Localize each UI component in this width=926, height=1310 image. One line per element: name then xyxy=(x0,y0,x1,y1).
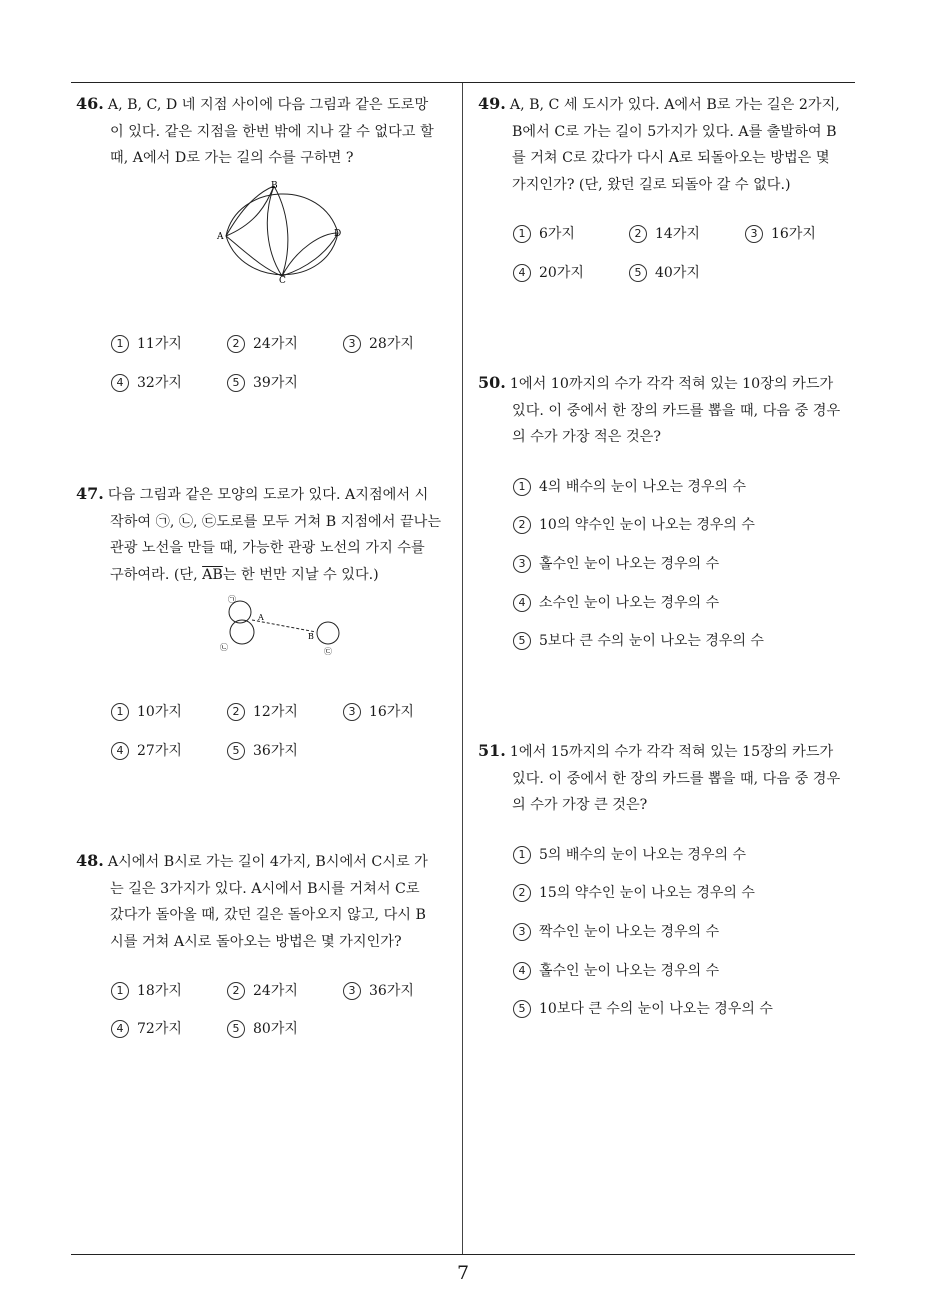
choice-2[interactable]: 2 15의 약수인 눈이 나오는 경우의 수 xyxy=(513,882,755,902)
choice-4[interactable]: 4 72가지 xyxy=(111,1018,182,1038)
question-46: 46. A, B, C, D 네 지점 사이에 다음 그림과 같은 도로망 이 있다. 같은 지점을 한번 밖에 지나 갈 수 없다고 할 때, A에서 D로 가는 길의 수를 구하면 ? xyxy=(76,94,434,166)
road-2-label: ㉡ xyxy=(220,643,228,652)
footer-rule xyxy=(71,1254,855,1255)
choice-5[interactable]: 5 40가지 xyxy=(629,262,700,282)
choice-1[interactable]: 1 18가지 xyxy=(111,980,182,1000)
question-number: 46. xyxy=(76,94,104,113)
segment-ab: $\overline{AB}$ xyxy=(202,566,223,583)
choice-4[interactable]: 4 27가지 xyxy=(111,740,182,760)
choices-50 xyxy=(513,476,853,656)
question-number: 50. xyxy=(478,373,506,392)
choice-1[interactable]: 1 10가지 xyxy=(111,701,182,721)
choice-5[interactable]: 5 10보다 큰 수의 눈이 나오는 경우의 수 xyxy=(513,998,773,1018)
header-rule xyxy=(71,82,855,83)
choice-4[interactable]: 4 20가지 xyxy=(513,262,584,282)
choice-4[interactable]: 4 32가지 xyxy=(111,372,182,392)
question-number: 51. xyxy=(478,741,506,760)
choice-2[interactable]: 2 24가지 xyxy=(227,333,298,353)
choice-1[interactable]: 1 5의 배수의 눈이 나오는 경우의 수 xyxy=(513,844,746,864)
road-network-figure-46 xyxy=(212,178,350,286)
question-number: 47. xyxy=(76,484,104,503)
choice-5[interactable]: 5 36가지 xyxy=(227,740,298,760)
question-50: 50. 1에서 10까지의 수가 각각 적혀 있는 10장의 카드가 있다. 이 중에서 한 장의 카드를 뽑을 때, 다음 중 경우 의 수가 가장 적은 것은? xyxy=(478,373,841,445)
page-number: 7 xyxy=(456,1262,470,1284)
choice-1[interactable]: 1 11가지 xyxy=(111,333,182,353)
road-3-label: ㉢ xyxy=(324,647,332,656)
choice-4[interactable]: 4 소수인 눈이 나오는 경우의 수 xyxy=(513,592,719,612)
choice-3[interactable]: 3 16가지 xyxy=(745,223,816,243)
point-b-label: B xyxy=(308,632,314,641)
choice-3[interactable]: 3 36가지 xyxy=(343,980,414,1000)
question-51: 51. 1에서 15까지의 수가 각각 적혀 있는 15장의 카드가 있다. 이 중에서 한 장의 카드를 뽑을 때, 다음 중 경우 의 수가 가장 큰 것은? xyxy=(478,741,841,813)
question-49: 49. A, B, C 세 도시가 있다. A에서 B로 가는 길은 2가지, B에서 C로 가는 길이 5가지가 있다. A를 출발하여 B 를 거쳐 C로 갔다가 다시 A로 되돌아오는 방법은 몇 가지인가? (단, 왔던 길로 되돌아 갈 수 없다.) xyxy=(478,94,840,193)
question-48: 48. A시에서 B시로 가는 길이 4가지, B시에서 C시로 가 는 길은 3가지가 있다. A시에서 B시를 거쳐서 C로 갔다가 돌아올 때, 갔던 길은 돌아오지 않고, 다시 B 시를 거쳐 A시로 돌아오는 방법은 몇 가지인가? xyxy=(76,851,428,950)
choice-1[interactable]: 1 4의 배수의 눈이 나오는 경우의 수 xyxy=(513,476,746,496)
choice-2[interactable]: 2 14가지 xyxy=(629,223,700,243)
road-a-d-upper xyxy=(226,194,338,236)
choices-48 xyxy=(111,980,451,1040)
road-figure-47 xyxy=(218,592,344,658)
choice-3[interactable]: 3 짝수인 눈이 나오는 경우의 수 xyxy=(513,921,719,941)
point-a-label: A xyxy=(217,232,224,242)
question-number: 49. xyxy=(478,94,506,113)
question-number: 48. xyxy=(76,851,104,870)
choice-5[interactable]: 5 5보다 큰 수의 눈이 나오는 경우의 수 xyxy=(513,630,764,650)
choice-5[interactable]: 5 80가지 xyxy=(227,1018,298,1038)
point-c-label: C xyxy=(279,276,286,286)
choice-3[interactable]: 3 16가지 xyxy=(343,701,414,721)
point-b-label: B xyxy=(271,181,278,191)
point-d-label: D xyxy=(334,229,342,239)
question-47: 47. 다음 그림과 같은 모양의 도로가 있다. A지점에서 시 작하여 ㉠, ㉡, ㉢도로를 모두 거쳐 B 지점에서 끝나는 관광 노선을 만들 때, 가능한 관광 노선의 가지 수를 구하여라. (단, $\overline{AB}$는 한 번만 지날 수 있다.) xyxy=(76,484,442,583)
road-1-label: ㉠ xyxy=(228,595,236,604)
choices-49 xyxy=(513,223,853,283)
choices-47 xyxy=(111,701,451,761)
choices-46 xyxy=(111,333,451,393)
choice-5[interactable]: 5 39가지 xyxy=(227,372,298,392)
choices-51 xyxy=(513,844,853,1024)
choice-4[interactable]: 4 홀수인 눈이 나오는 경우의 수 xyxy=(513,960,719,980)
choice-2[interactable]: 2 12가지 xyxy=(227,701,298,721)
choice-2[interactable]: 2 10의 약수인 눈이 나오는 경우의 수 xyxy=(513,514,755,534)
choice-1[interactable]: 1 6가지 xyxy=(513,223,575,243)
point-a-label: A xyxy=(258,613,264,622)
choice-2[interactable]: 2 24가지 xyxy=(227,980,298,1000)
choice-3[interactable]: 3 홀수인 눈이 나오는 경우의 수 xyxy=(513,553,719,573)
column-divider xyxy=(462,83,463,1255)
choice-3[interactable]: 3 28가지 xyxy=(343,333,414,353)
